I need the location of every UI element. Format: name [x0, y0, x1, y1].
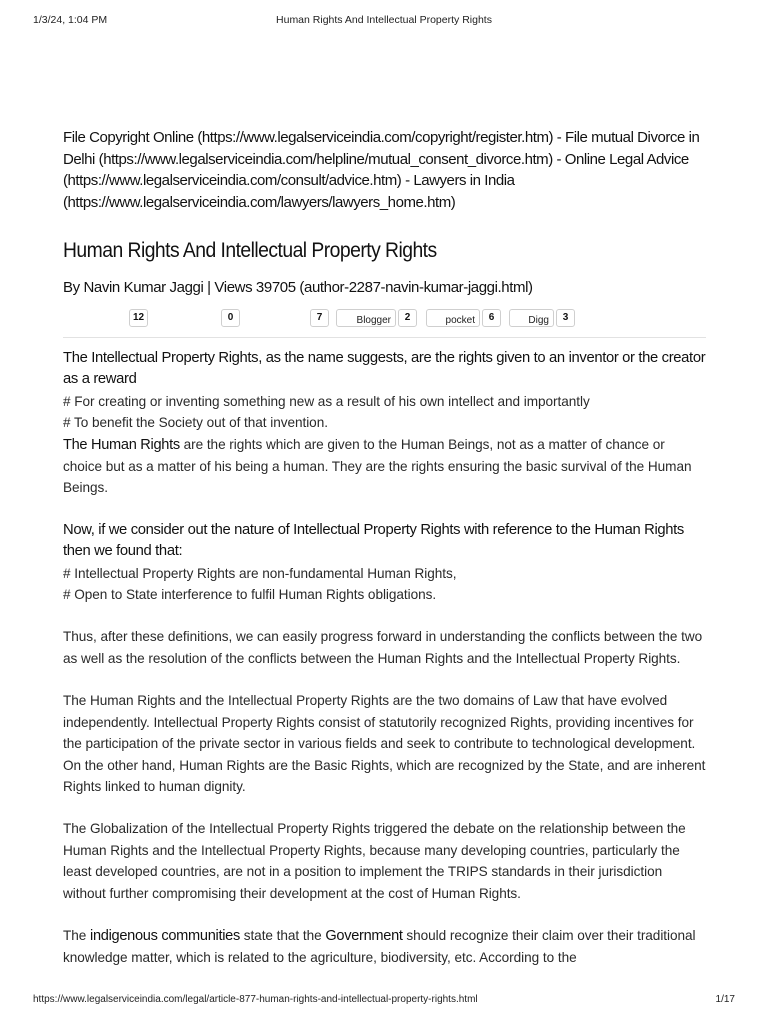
list-item: # To benefit the Society out of that invention. [63, 415, 328, 431]
ipr-definition-lead: The Intellectual Property Rights, as the name suggests, are the rights given to an inventor or the creator as a reward [63, 350, 706, 388]
article-title: Human Rights And Intellectual Property Rights [63, 238, 437, 262]
article-content [63, 127, 706, 969]
share-count: 3 [556, 309, 575, 327]
link-separator: - [553, 129, 566, 146]
pocket-label: pocket [445, 315, 475, 326]
list-item: # Intellectual Property Rights are non-fundamental Human Rights, [63, 565, 457, 581]
government-term: Government [325, 927, 403, 944]
link-separator: - [401, 172, 414, 189]
human-rights-term: The Human Rights [63, 436, 180, 453]
link-online-legal-advice[interactable]: Online Legal Advice (https://www.legalserviceindia.com/consult/advice.htm) [63, 150, 689, 189]
digg-share-button[interactable] [509, 309, 554, 327]
human-rights-definition: The Human Rights are the rights which are given to the Human Beings, not as a matter of chance or choice but as a matter of his being a human. They are the rights ensuring the basic survival of the Human Beings. [63, 436, 692, 496]
list-item: # Open to State interference to fulfil Human Rights obligations. [63, 587, 437, 603]
link-file-copyright-online[interactable]: File Copyright Online (https://www.legalserviceindia.com/copyright/register.htm) [63, 129, 554, 146]
print-document-title: Human Rights And Intellectual Property Rights [276, 14, 492, 26]
byline [63, 279, 706, 296]
share-count: 7 [310, 309, 329, 327]
share-count: 0 [221, 309, 240, 327]
pocket-share-button[interactable] [426, 309, 480, 327]
share-count: 6 [482, 309, 501, 327]
nature-of-ipr-lead: Now, if we consider out the nature of Intellectual Property Rights with reference to the Human Rights then we found that: [63, 521, 684, 560]
indigenous-communities-term: indigenous communities [90, 927, 240, 944]
print-header [33, 14, 735, 30]
paragraph: The Globalization of the Intellectual Property Rights triggered the debate on the relationship between the Human Rights and the Intellectual Property Rights, because many developing countries, particularly the least developed countries, are not in a position to implement the TRIPS standards in their jurisdiction without further compromising their development at the cost of Human Rights. [63, 821, 686, 901]
page-number: 1/17 [715, 994, 735, 1005]
print-url: https://www.legalserviceindia.com/legal/article-877-human-rights-and-intellectual-property-rights.html [33, 994, 478, 1005]
blogger-label: Blogger [356, 315, 391, 326]
share-bar [63, 309, 706, 338]
digg-label: Digg [528, 315, 549, 326]
blogger-share-button[interactable] [336, 309, 396, 327]
link-lawyers-in-india[interactable]: Lawyers in India (https://www.legalserviceindia.com/lawyers/lawyers_home.htm) [63, 172, 515, 211]
list-item: # For creating or inventing something new as a result of his own intellect and importantly [63, 393, 590, 409]
author-link[interactable]: (author-2287-navin-kumar-jaggi.html) [299, 279, 533, 296]
paragraph: The indigenous communities state that the Government should recognize their claim over their traditional knowledge matter, which is related to the agriculture, biodiversity, etc. According to the [63, 927, 696, 966]
paragraph: Thus, after these definitions, we can easily progress forward in understanding the conflicts between the two as well as the resolution of the conflicts between the Human Rights and the Intellectual Property Rights. [63, 629, 703, 666]
share-count: 2 [398, 309, 417, 327]
byline-author-views: By Navin Kumar Jaggi | Views 39705 [63, 279, 300, 296]
share-count: 12 [129, 309, 148, 327]
top-links [63, 127, 706, 213]
print-datetime: 1/3/24, 1:04 PM [33, 14, 108, 26]
print-footer [33, 994, 735, 1008]
link-file-mutual-divorce[interactable]: File mutual Divorce in Delhi (https://www.legalserviceindia.com/helpline/mutual_consent_divorce.htm) [63, 129, 700, 168]
paragraph: The Human Rights and the Intellectual Property Rights are the two domains of Law that have evolved independently. Intellectual Property Rights consist of statutorily recognized Rights, providing incentives for the participation of the private sector in various fields and seek to contribute to technological development. On the other hand, Human Rights are the Basic Rights, which are recognized by the State, and are inherent Rights linked to human dignity. [63, 693, 706, 794]
link-separator: - [552, 150, 565, 168]
